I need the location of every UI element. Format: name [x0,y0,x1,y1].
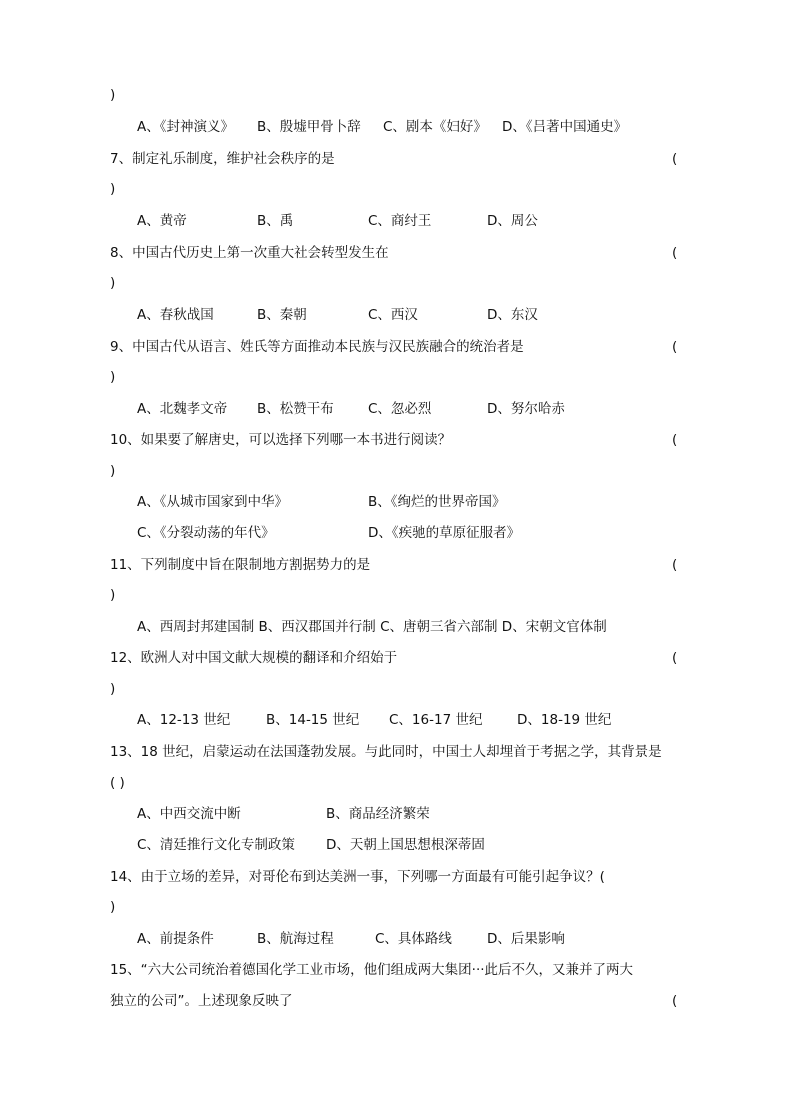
q9-option-c: C、忽必烈 [368,401,432,417]
q10-option-c: C、《分裂动荡的年代》 [137,525,275,541]
q12-option-c: C、16-17 世纪 [389,712,483,728]
q8-option-a: A、春秋战国 [137,307,214,323]
q13-option-b: B、商品经济繁荣 [326,806,430,822]
question-15-continued: 独立的公司”。上述现象反映了 [110,993,293,1009]
q11-options: A、西周封邦建国制 B、西汉郡国并行制 C、唐朝三省六部制 D、宋朝文官体制 [137,619,607,635]
q9-option-d: D、努尔哈赤 [487,401,565,417]
q13-option-d: D、天朝上国思想根深蒂固 [326,837,485,853]
q7-option-d: D、周公 [487,213,538,229]
answer-paren-open: ( [672,339,678,355]
answer-paren-close: ) [110,463,116,479]
question-14: 14、由于立场的差异，对哥伦布到达美洲一事，下列哪一方面最有可能引起争议？( [110,869,605,885]
answer-paren-close: ) [110,275,116,291]
q14-option-a: A、前提条件 [137,931,214,947]
question-11: 11、下列制度中旨在限制地方割据势力的是 [110,557,371,573]
question-15: 15、“六大公司统治着德国化学工业市场，他们组成两大集团···此后不久，又兼并了两大 [110,962,634,978]
question-8: 8、中国古代历史上第一次重大社会转型发生在 [110,245,389,261]
answer-paren-close: ) [110,587,116,603]
q10-option-a: A、《从城市国家到中华》 [137,494,288,510]
q13-option-c: C、清廷推行文化专制政策 [137,837,295,853]
answer-paren-close: ) [110,369,116,385]
answer-paren-open: ( [672,557,678,573]
question-9: 9、中国古代从语言、姓氏等方面推动本民族与汉民族融合的统治者是 [110,339,524,355]
answer-paren-open: ( [672,650,678,666]
q10-option-b: B、《绚烂的世界帝国》 [368,494,506,510]
close-paren: ) [110,87,116,103]
answer-paren-open: ( [672,993,678,1009]
question-10: 10、如果要了解唐史，可以选择下列哪一本书进行阅读？ [110,432,452,448]
q6-option-a: A、《封神演义》 [137,119,234,135]
q14-option-b: B、航海过程 [257,931,334,947]
q13-option-a: A、中西交流中断 [137,806,241,822]
question-12: 12、欧洲人对中国文献大规模的翻译和介绍始于 [110,650,398,666]
question-7: 7、制定礼乐制度，维护社会秩序的是 [110,151,335,167]
q9-option-b: B、松赞干布 [257,401,334,417]
q10-option-d: D、《疾驰的草原征服者》 [368,525,521,541]
q12-option-b: B、14-15 世纪 [266,712,360,728]
q7-option-b: B、禹 [257,213,294,229]
q12-option-a: A、12-13 世纪 [137,712,231,728]
q8-option-b: B、秦朝 [257,307,307,323]
answer-paren-open: ( [672,432,678,448]
answer-paren-open: ( [672,151,678,167]
q12-option-d: D、18-19 世纪 [517,712,612,728]
answer-paren: ( ) [110,775,125,791]
answer-paren-close: ) [110,899,116,915]
q14-option-c: C、具体路线 [375,931,452,947]
answer-paren-close: ) [110,181,116,197]
q14-option-d: D、后果影响 [487,931,565,947]
q6-option-b: B、殷墟甲骨卜辞 [257,119,361,135]
q6-option-d: D、《吕著中国通史》 [502,119,628,135]
answer-paren-open: ( [672,245,678,261]
answer-paren-close: ) [110,681,116,697]
q9-option-a: A、北魏孝文帝 [137,401,228,417]
q7-option-a: A、黄帝 [137,213,187,229]
q8-option-d: D、东汉 [487,307,538,323]
question-13: 13、18 世纪，启蒙运动在法国蓬勃发展。与此同时，中国士人却埋首于考据之学，其背景是 [110,744,662,760]
q8-option-c: C、西汉 [368,307,418,323]
q7-option-c: C、商纣王 [368,213,432,229]
q6-option-c: C、剧本《妇好》 [383,119,487,135]
